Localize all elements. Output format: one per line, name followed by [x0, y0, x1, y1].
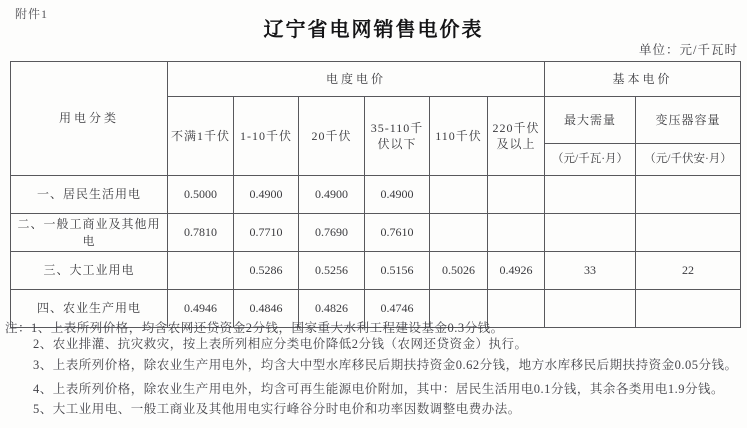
price-cell: 0.4926 [488, 252, 545, 290]
header-voltage-1-10kv: 1-10千伏 [234, 97, 299, 176]
price-cell: 0.7810 [168, 214, 234, 252]
price-cell: 0.4900 [365, 176, 430, 214]
table-row-residential [11, 176, 741, 214]
price-cell: 0.4846 [234, 290, 299, 328]
header-voltage-20kv: 20千伏 [299, 97, 365, 176]
price-cell: 33 [545, 252, 636, 290]
price-cell: 0.5286 [234, 252, 299, 290]
attachment-label: 附件1 [15, 7, 49, 21]
header-transformer-capacity-unit: （元/千伏安·月） [636, 144, 741, 176]
header-max-demand: 最大需量 [545, 97, 636, 144]
table-header-row-groups [11, 62, 741, 97]
header-transformer-capacity: 变压器容量 [636, 97, 741, 144]
unit-label: 单位：元/千瓦时 [639, 43, 738, 57]
header-classification: 用电分类 [11, 62, 168, 176]
row-category: 二、一般工商业及其他用电 [11, 214, 168, 252]
footnote-2: 2、农业排灌、抗灾救灾，按上表所列相应分类电价降低2分钱（农网还贷资金）执行。 [33, 337, 528, 351]
header-max-demand-unit: （元/千瓦·月） [545, 144, 636, 176]
footnote-3: 3、上表所列价格，除农业生产用电外，均含大中型水库移民后期扶持资金0.62分钱，地方水库移民后期扶持资金0.05分钱。 [33, 358, 738, 372]
header-voltage-under1kv: 不满1千伏 [168, 97, 234, 176]
table-row-general-commerce [11, 214, 741, 252]
price-cell [430, 176, 488, 214]
price-cell: 0.5156 [365, 252, 430, 290]
price-cell: 22 [636, 252, 741, 290]
price-cell [545, 214, 636, 252]
price-cell: 0.5026 [430, 252, 488, 290]
footnote-text: 1、上表所列价格，均含农网还贷资金2分钱，国家重大水利工程建设基金0.3分钱。 [31, 321, 504, 335]
price-cell: 0.4900 [234, 176, 299, 214]
table-row-large-industry [11, 252, 741, 290]
price-cell: 0.4746 [365, 290, 430, 328]
price-cell: 0.7710 [234, 214, 299, 252]
page-title: 辽宁省电网销售电价表 [263, 19, 484, 41]
header-voltage-110kv: 110千伏 [430, 97, 488, 176]
price-cell [545, 176, 636, 214]
row-category: 三、大工业用电 [11, 252, 168, 290]
price-cell [488, 214, 545, 252]
header-energy-price-group: 电度电价 [168, 62, 545, 97]
footnotes [5, 321, 745, 417]
footnote-1 [5, 321, 745, 336]
price-cell [430, 214, 488, 252]
price-cell [488, 176, 545, 214]
price-cell: 0.5000 [168, 176, 234, 214]
row-category: 一、居民生活用电 [11, 176, 168, 214]
footnote-4: 4、上表所列价格，除农业生产用电外，均含可再生能源电价附加，其中：居民生活用电0.1分钱，其余各类用电1.9分钱。 [33, 382, 725, 396]
electricity-price-table [10, 61, 741, 328]
price-cell [636, 214, 741, 252]
price-cell: 0.4826 [299, 290, 365, 328]
header-voltage-35-110kv: 35-110千伏以下 [365, 97, 430, 176]
footnote-prefix: 注： [5, 321, 32, 335]
row-category: 四、农业生产用电 [11, 290, 168, 328]
price-cell: 0.4900 [299, 176, 365, 214]
price-cell: 0.5256 [299, 252, 365, 290]
price-cell [168, 252, 234, 290]
price-cell: 0.4946 [168, 290, 234, 328]
header-voltage-220kv-up: 220千伏及以上 [488, 97, 545, 176]
price-cell: 0.7690 [299, 214, 365, 252]
price-cell [636, 176, 741, 214]
price-cell: 0.7610 [365, 214, 430, 252]
footnote-5: 5、大工业用电、一般工商业及其他用电实行峰谷分时电价和功率因数调整电费办法。 [33, 402, 521, 416]
header-basic-price-group: 基本电价 [545, 62, 741, 97]
